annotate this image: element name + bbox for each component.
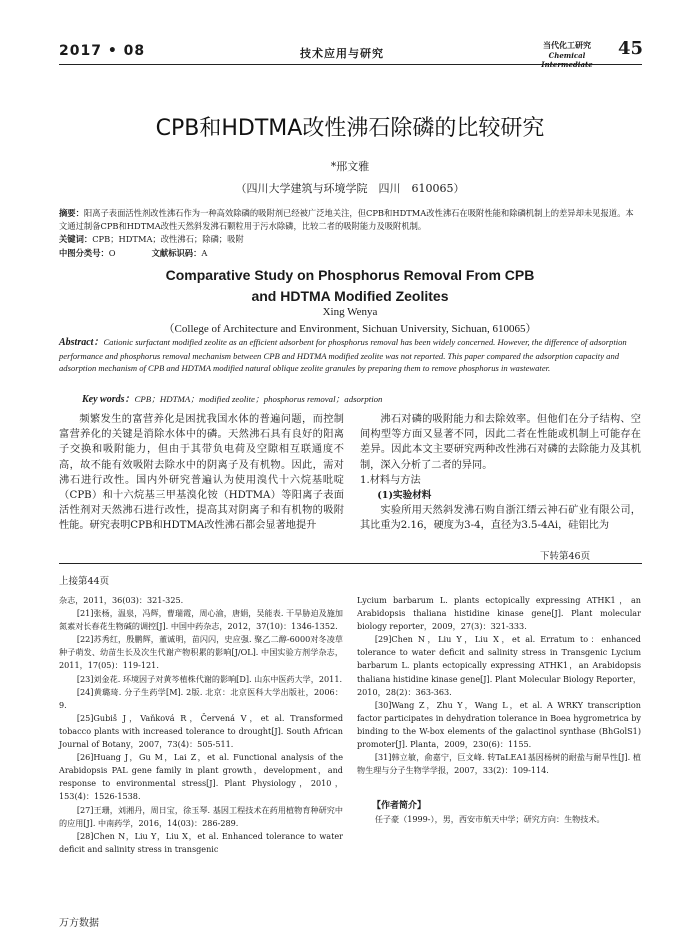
reference-item: [30]Wang Z，Zhu Y，Wang L，et al. A WRKY transcription factor participates in dehydration tolerance in Boea hygrometrica by binding to the W-box elements of the galactinol synthase (BhGolS1) promoter[J]. Planta，2009，230(6)：1155.	[357, 699, 641, 750]
continuation-rule	[59, 563, 642, 564]
abstract-en-text: Cationic surfactant modified zeolite as an efficient adsorbent for phosphorus removal has been widely concerned. However, the difference of adsorption performance and phosphorus removal mechanism between CPB and HDTMA modified zeolite was not reported. This paper compared the adsorption capacity and adsorption mechanism of CPB and HDTMA modified natural oblique zeolite granules by preparing them to remove phosphorus in wastewater.	[59, 337, 627, 373]
affiliation-en: （College of Architecture and Environment, Sichuan University, Sichuan, 610065）	[163, 323, 537, 335]
subsection-heading: (1)实验材料	[377, 490, 432, 502]
clc-label: 中图分类号：	[59, 248, 109, 258]
author-intro-heading: 【作者简介】	[372, 801, 427, 811]
keywords-en: Key words：CPB；HDTMA；modified zeolite；phosphorus removal；adsorption	[82, 394, 383, 405]
body-paragraph: 频繁发生的富营养化是困扰我国水体的普遍问题，而控制富营养化的关键是消除水体中的磷。天然沸石具有良好的阳离子交换和吸附能力，但由于其带负电荷及空隙相互联通度不高，故不能有效吸附去除水中的阴离子及有机物。因此，需对沸石进行改性。国内外研究普遍认为使用溴代十六烷基吡啶（CPB）和十六烷基三甲基溴化铵（HDTMA）等阳离子表面活性剂对天然沸石进行改性，提高其对阴离子和有机物的吸附性能。研究表明CPB和HDTMA改性沸石都会显著地提升	[59, 414, 344, 532]
abstract-cn	[59, 207, 640, 233]
abstract-cn-text: 阳离子表面活性剂改性沸石作为一种高效除磷的吸附剂已经被广泛地关注，但CPB和HDTMA改性沸石在吸附性能和除磷机制上的差异却未见报道。本文通过制备CPB和HDTMA改性天然斜发沸石颗粒用于污水除磷，比较二者的吸附能力及吸附机制。	[59, 208, 634, 231]
section-title: 技术应用与研究	[300, 47, 384, 60]
keywords-en-label: Key words	[82, 394, 125, 405]
continued-prev-note: 上接第44页	[59, 576, 110, 587]
references-left	[59, 594, 343, 856]
reference-item: [28]Chen N，Liu Y，Liu X，et al. Enhanced tolerance to water deficit and salinity stress in transgenic	[59, 830, 343, 854]
article-title-cn: CPB和HDTMA改性沸石除磷的比较研究	[155, 116, 545, 141]
article-title-en	[60, 265, 640, 307]
abstract-en: Abstract：Cationic surfactant modified zeolite as an efficient adsorbent for phosphorus removal has been widely concerned. However, the difference of adsorption performance and phosphorus removal mechanism between CPB and HDTMA modified zeolite was not reported. This paper compared the adsorption capacity and adsorption mechanism of CPB and HDTMA modified natural oblique zeolite granules by preparing them to remove phosphorus in wastewater.	[59, 337, 627, 373]
reference-item: [22]苏秀红，殷鹏辉，董诚明，苗闪闪，史应强. 聚乙二醇-6000对冬凌草种子萌发、幼苗生长及次生代谢产物积累的影响[J/OL]. 中国实验方剂学杂志，2011，17(05)：119-121.	[59, 634, 343, 671]
page-number: 45	[618, 38, 644, 59]
references-right	[357, 594, 641, 777]
reference-item: [27]王珊，刘湘丹，周日宝，徐玉琴. 基因工程技术在药用植物育种研究中的应用[J]. 中南药学，2016，14(03)：286-289.	[59, 804, 343, 828]
issue-date: 2017 • 08	[59, 43, 146, 59]
abstract-en-label: Abstract	[59, 337, 94, 348]
article-title-en-line2: and HDTMA Modified Zeolites	[251, 288, 449, 304]
reference-item: [31]韩立敏，俞嘉宁，巨文峰. 转TaLEA1基因杨树的耐盐与耐旱性[J]. 植物生理与分子生物学学报，2007，33(2)：109-114.	[357, 752, 641, 776]
body-column-right	[360, 412, 641, 534]
clc-value: O	[108, 248, 116, 258]
article-title-en-line1: Comparative Study on Phosphorus Removal From CPB	[165, 267, 535, 283]
reference-item: [25]Gubiš J，Vaňková R，Červená V，et al. Transformed tobacco plants with increased tolerance to drought[J]. South African Journal of Botany，2007，73(4)：505-511.	[59, 712, 343, 750]
reference-item: [24]黄璐琦. 分子生药学[M]. 2版. 北京：北京医科大学出版社，2006：9.	[59, 686, 343, 710]
reference-item: [26]Huang J，Gu M，Lai Z，et al. Functional analysis of the Arabidopsis PAL gene family in plant growth，development，and response to environmental stress[J]. Plant Physiology，2010，153(4)：1526-1538.	[59, 752, 343, 802]
doc-code-label: 文献标识码：	[151, 248, 202, 258]
reference-item: [21]张杨，温泉，冯辉，曹瑞霞，周心渝，唐娟，吴能表. 干旱胁迫及施加氮素对长春花生物碱的调控[J]. 中国中药杂志，2012，37(10)：1346-1352.	[59, 608, 343, 632]
body-paragraph: 实验所用天然斜发沸石购自浙江缙云神石矿业有限公司，其比重为2.16，硬度为3-4，直径为3.5-4Ai，硅铝比为	[360, 505, 641, 532]
footer-watermark: 万方数据	[59, 918, 99, 929]
reference-item: 杂志，2011，36(03)：321-325.	[59, 595, 184, 605]
continued-next-note: 下转第46页	[540, 551, 591, 562]
author-name-en: Xing Wenya	[322, 306, 378, 318]
body-column-left	[59, 412, 344, 534]
reference-item: Lycium barbarum L. plants ectopically expressing ATHK1，an Arabidopsis thaliana histidine kinase gene[J]. Plant molecular biology reporter，2009，27(3)：321-333.	[357, 595, 641, 632]
reference-item: [29]Chen N，Liu Y，Liu X，et al. Erratum to：enhanced tolerance to water deficit and salinity stress in Transgenic Lycium barbarum L. plants ectopically expressing ATHK1，an Arabidopsis thaliana histidine kinase gene[J]. Plant Molecular Biology Reporter，2010，28(2)：363-363.	[357, 634, 641, 697]
keywords-cn-text: CPB；HDTMA；改性沸石；除磷；吸附	[92, 234, 244, 244]
keywords-en-text: CPB；HDTMA；modified zeolite；phosphorus removal；adsorption	[134, 394, 383, 404]
abstract-cn-label: 摘要：	[59, 208, 84, 218]
author-name-cn: *邢文雅	[330, 160, 370, 173]
affiliation-cn: （四川大学建筑与环境学院 四川 610065）	[235, 182, 465, 195]
doc-code-value: A	[201, 248, 208, 258]
keywords-cn	[59, 233, 244, 245]
journal-name-cn: 当代化工研究	[543, 41, 591, 50]
header-rule	[59, 64, 642, 65]
author-intro-text: 任子豪（1999-），男，西安市航天中学；研究方向：生物技术。	[374, 814, 605, 824]
body-paragraph: 沸石对磷的吸附能力和去除效率。但他们在分子结构、空间构型等方面又显著不同，因此二者在性能或机制上可能存在差异。因此本文主要研究两种改性沸石对磷的去除能力及其机制，深入分析了二者的异同。	[360, 414, 641, 471]
classification-cn	[59, 247, 207, 259]
keywords-cn-label: 关键词：	[59, 234, 93, 244]
journal-name-en: Chemical	[548, 51, 586, 60]
reference-item: [23]刘金花. 环境因子对黄芩植株代谢的影响[D]. 山东中医药大学，2011.	[76, 673, 343, 684]
section-heading: 1.材料与方法	[360, 474, 421, 486]
